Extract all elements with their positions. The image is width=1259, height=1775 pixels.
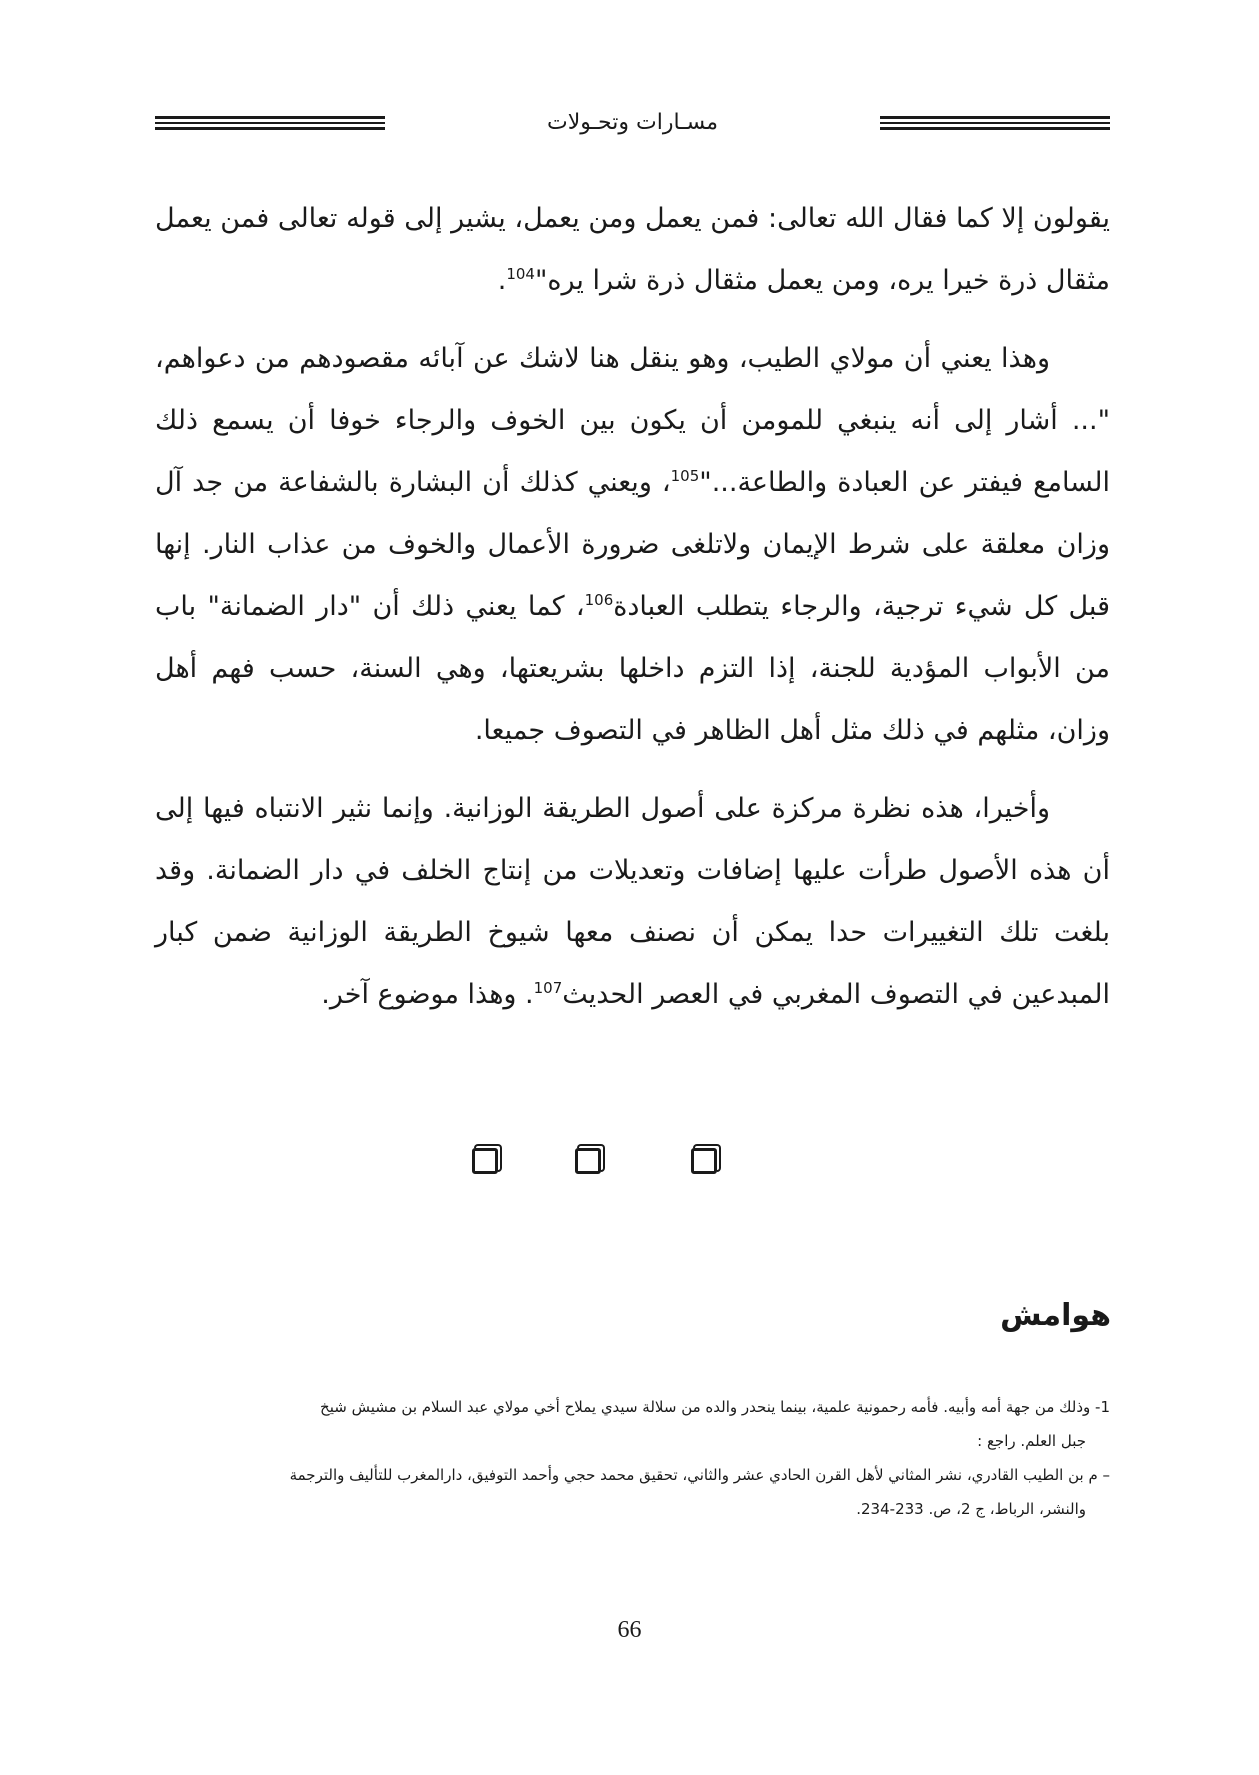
body-text — [155, 188, 1110, 1042]
footnote-ref: 104 — [506, 265, 535, 283]
paragraph — [155, 328, 1110, 762]
footnote-line: 1- وذلك من جهة أمه وأبيه. فأمه رحمونية علمية، بينما ينحدر والده من سلالة سيدي يملاح أخي مولاي عبد السلام بن مشيش شيخ — [320, 1398, 1110, 1416]
box-icon — [575, 1148, 601, 1174]
paragraph — [155, 778, 1110, 1026]
section-separator — [0, 1148, 1259, 1178]
paragraph-text: وهذا يعني أن مولاي الطيب، وهو ينقل هنا لاشك عن آبائه مقصودهم من دعواهم، "... أشار إلى أنه ينبغي للمومن أن يكون بين الخوف والرجاء خوفا أن يسمع ذلك السامع فيفتر عن العبادة والطاعة..." — [155, 343, 1110, 498]
footnote-ref: 107 — [533, 979, 563, 997]
footnote-line: جبل العلم. راجع : — [977, 1432, 1086, 1450]
paragraph — [155, 188, 1110, 312]
paragraph-text: ، كما يعني ذلك أن "دار الضمانة" باب من الأبواب المؤدية للجنة، إذا التزم داخلها بشريعتها، وهي السنة، حسب فهم أهل وزان، مثلهم في ذلك مثل أهل الظاهر في التصوف جميعا. — [155, 591, 1110, 746]
header-rule-right — [880, 116, 1110, 130]
footnote-line: والنشر، الرباط، ج 2، ص. 233-234. — [856, 1500, 1086, 1518]
box-icon — [472, 1148, 498, 1174]
footnote-ref: 105 — [670, 467, 700, 485]
running-header-title: مسـارات وتحـولات — [546, 110, 718, 135]
footnote-ref: 106 — [584, 591, 614, 609]
paragraph-tail: . وهذا موضوع آخر. — [321, 979, 534, 1010]
running-header — [155, 108, 1110, 142]
paragraph-tail: . — [497, 265, 507, 296]
paragraph-text: يقولون إلا كما فقال الله تعالى: فمن يعمل ومن يعمل، يشير إلى قوله تعالى فمن يعمل مثقال ذرة خيرا يره، ومن يعمل مثقال ذرة شرا يره" — [155, 203, 1110, 296]
footnotes — [155, 1390, 1110, 1526]
notes-heading: هوامش — [1000, 1298, 1111, 1333]
paragraph-text: وأخيرا، هذه نظرة مركزة على أصول الطريقة الوزانية. وإنما نثير الانتباه فيها إلى أن هذه الأصول طرأت عليها إضافات وتعديلات من إنتاج الخلف في دار الضمانة. وقد بلغت تلك التغييرات حدا يمكن أن نصنف معها شيوخ الطريقة الوزانية ضمن كبار المبدعين في التصوف المغربي في العصر الحديث — [155, 793, 1110, 1010]
footnote-line: – م بن الطيب القادري، نشر المثاني لأهل القرن الحادي عشر والثاني، تحقيق محمد حجي وأحمد التوفيق، دارالمغرب للتأليف والترجمة — [289, 1466, 1110, 1484]
box-icon — [691, 1148, 717, 1174]
header-rule-left — [155, 116, 385, 130]
paragraph-text: ، ويعني كذلك أن البشارة بالشفاعة من جد آل وزان معلقة على شرط الإيمان ولاتلغى ضرورة الأعمال والخوف من عذاب النار. إنها قبل كل شيء ترجية، والرجاء يتطلب العبادة — [155, 467, 1110, 622]
page-number: 66 — [617, 1617, 642, 1643]
